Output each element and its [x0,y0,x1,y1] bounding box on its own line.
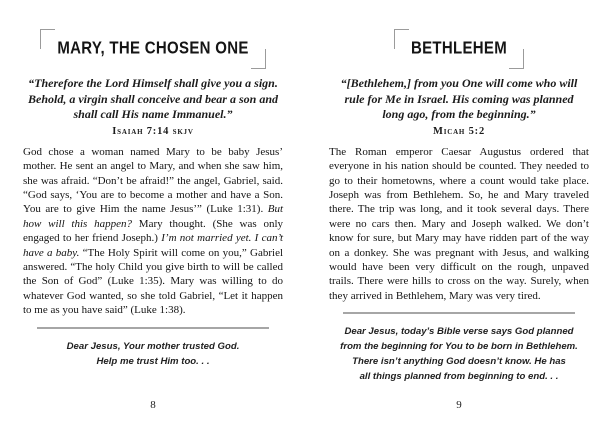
corner-bracket-top-left-icon [394,29,409,49]
prayer-divider [343,312,575,314]
right-page [306,0,612,432]
right-title-frame [405,38,513,60]
corner-bracket-bottom-right-icon [251,49,266,69]
prayer-line: Dear Jesus, today’s Bible verse says God planned [344,326,574,338]
prayer-line: all things planned from beginning to end. . . [359,370,559,382]
right-title-row [329,38,589,60]
scripture-quote: “[Bethlehem,] from you One will come who will rule for Me in Israel. His coming was planned long ago, from the beginning.” [340,76,578,122]
scripture-reference: Micah 5:2 [432,125,485,137]
prayer-line: from the beginning for You to be born in Bethlehem. [340,341,578,353]
chapter-title: MARY, THE CHOSEN ONE [57,38,249,59]
prayer-text [30,340,276,370]
page-number: 9 [456,399,462,411]
left-title-row [23,38,283,60]
corner-bracket-bottom-right-icon [509,49,524,69]
chapter-title: BETHLEHEM [410,38,508,59]
left-title-frame [51,38,254,60]
devotional-body: The Roman emperor Caesar Augustus ordered that everyone in his nation should be counted. They needed to go to their hometowns, where a count would take place. Joseph was from Bethlehem. So, he and Mary traveled there. The trip was long, and it took several days. There were no cars then. Mary and Joseph walked. We don’t know for sure, but Mary may have ridden part of the way on a donkey. She was pregnant with Jesus, and walking would have been very difficult on the rough, unpaved trails. There were hills to cross on the way. Surely, when they arrived in Bethlehem, Mary was very tired. [329,145,589,302]
scripture-quote: “Therefore the Lord Himself shall give you a sign. Behold, a virgin shall conceive and bear a son and shall call His name Immanuel.” [27,76,278,122]
prayer-divider [37,327,269,329]
corner-bracket-top-left-icon [40,29,55,49]
prayer-line: Help me trust Him too. . . [96,355,210,367]
devotional-body: God chose a woman named Mary to be baby Jesus’ mother. He sent an angel to Mary, and when she saw him, she was afraid. “Don’t be afraid!” the angel, Gabriel, said. “God says, ‘You are to become a mother and have a Son. You are to give Him the name Jesus’” (Luke 1:31). But how will this happen? Mary thought. (She was only engaged to her friend Joseph.) I’m not married yet. I can’t have a baby. “The Holy Spirit will come on you,” Gabriel answered. “The holy Child you give birth to will be called the Son of God” (Luke 1:35). Mary was willing to do whatever God wanted, so she told Gabriel, “Let it happen to me as you have said” (Luke 1:38). [23,145,284,317]
scripture-reference: Isaiah 7:14 skjv [112,125,194,137]
page-number: 8 [150,399,156,411]
prayer-text [336,325,582,384]
prayer-line: There isn’t anything God doesn’t know. He has [352,355,566,367]
prayer-line: Dear Jesus, Your mother trusted God. [66,340,240,352]
